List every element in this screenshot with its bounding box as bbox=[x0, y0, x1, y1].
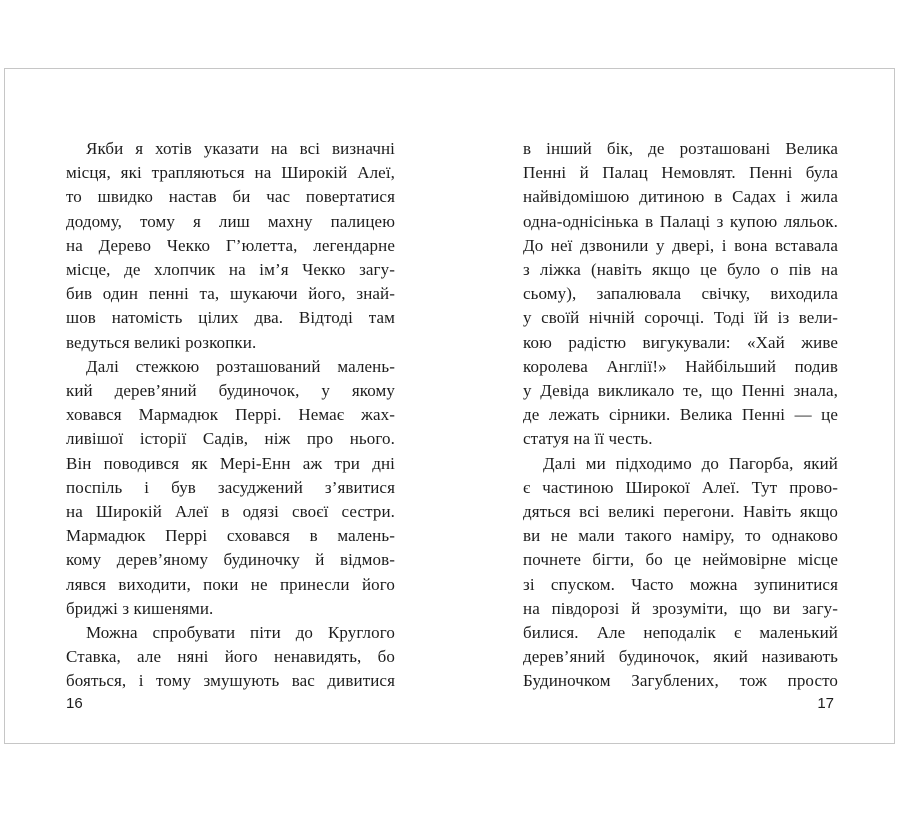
text-line: Далі стежкою розташований малень- bbox=[86, 356, 395, 376]
paragraph bbox=[66, 137, 395, 355]
text-line: дерев’яний будиночок, який називають bbox=[523, 647, 838, 667]
text-line: у Девіда викликало те, що Пенні знала, bbox=[523, 381, 838, 401]
text-line: Далі ми підходимо до Пагорба, який bbox=[543, 453, 838, 473]
text-line: в інший бік, де розташовані Велика bbox=[523, 139, 838, 158]
text-line: королева Англії!» Найбільший подив bbox=[523, 356, 838, 376]
text-line: додому, тому я лиш махну палицею bbox=[66, 211, 395, 231]
text-line: Він поводився як Мері-Енн аж три дні bbox=[66, 453, 395, 473]
page-frame bbox=[4, 68, 895, 744]
text-line: з ліжка (навіть якщо це було о пів на bbox=[523, 260, 838, 280]
text-line: бив один пенні та, шукаючи його, знай- bbox=[66, 284, 395, 304]
text-line: Якби я хотів указати на всі визначні bbox=[86, 139, 395, 158]
text-line: статуя на її честь. bbox=[523, 429, 653, 449]
text-line: найвідомішою дитиною в Садах і жила bbox=[523, 187, 838, 207]
text-line: лявся виходити, поки не принесли його bbox=[66, 574, 395, 594]
text-line: До неї дзвонили у двері, і вона вставала bbox=[523, 235, 838, 255]
text-line: Ставка, але няні його ненавидять, бо bbox=[66, 647, 395, 667]
text-line: кою радістю вигукували: «Хай живе bbox=[523, 332, 838, 352]
text-line: на Широкій Алеї в одязі своєї сестри. bbox=[66, 502, 395, 522]
page-number-right: 17 bbox=[817, 695, 834, 712]
text-line: дяться всі великі перегони. Навіть якщо bbox=[523, 502, 838, 522]
page-left-text bbox=[66, 137, 395, 694]
text-line: бриджі з кишенями. bbox=[66, 598, 214, 618]
page-number-left: 16 bbox=[66, 695, 83, 712]
text-line: бояться, і тому змушують вас дивитися bbox=[66, 671, 395, 691]
text-line: на півдорозі й зрозуміти, що ви загу- bbox=[523, 598, 838, 618]
text-line: місця, які трапляються на Широкій Алеї, bbox=[66, 163, 395, 183]
text-line: шов натомість цілих два. Відтоді там bbox=[66, 308, 395, 328]
text-line: ви не мали такого наміру, то однаково bbox=[523, 526, 838, 546]
text-line: на Дерево Чекко Г’юлетта, легендарне bbox=[66, 235, 395, 255]
text-line: Пенні й Палац Немовлят. Пенні була bbox=[523, 163, 838, 183]
text-line: є частиною Широкої Алеї. Тут прово- bbox=[523, 477, 838, 497]
text-line: Будиночком Загублених, тож просто bbox=[523, 671, 838, 691]
paragraph bbox=[523, 452, 838, 694]
text-line: зі спуском. Часто можна зупинитися bbox=[523, 574, 838, 594]
text-line: ведуться великі розкопки. bbox=[66, 332, 257, 352]
text-line: то швидко настав би час повертатися bbox=[66, 187, 395, 207]
paragraph bbox=[66, 621, 395, 694]
text-line: ховався Мармадюк Перрі. Немає жах- bbox=[66, 405, 395, 425]
text-line: билися. Але неподалік є маленький bbox=[523, 623, 838, 643]
paragraph bbox=[523, 137, 838, 452]
text-line: де лежать сірники. Велика Пенні — це bbox=[523, 405, 838, 425]
text-line: Можна спробувати піти до Круглого bbox=[86, 623, 395, 643]
text-line: кий дерев’яний будиночок, у якому bbox=[66, 381, 395, 401]
text-line: Мармадюк Перрі сховався в малень- bbox=[66, 526, 395, 546]
text-line: місце, де хлопчик на ім’я Чекко загу- bbox=[66, 260, 395, 280]
page-right-text bbox=[523, 137, 838, 694]
text-line: сьому), запалювала свічку, виходила bbox=[523, 284, 838, 304]
text-line: поспіль і був засуджений з’явитися bbox=[66, 477, 395, 497]
text-line: у своїй нічній сорочці. Тоді їй із вели- bbox=[523, 308, 838, 328]
paragraph bbox=[66, 355, 395, 621]
text-line: ливішої історії Садів, ніж про нього. bbox=[66, 429, 395, 449]
text-line: почнете бігти, бо це неймовірне місце bbox=[523, 550, 838, 570]
text-line: одна-однісінька в Палаці з купою ляльок. bbox=[523, 211, 838, 231]
text-line: кому дерев’яному будиночку й відмов- bbox=[66, 550, 395, 570]
